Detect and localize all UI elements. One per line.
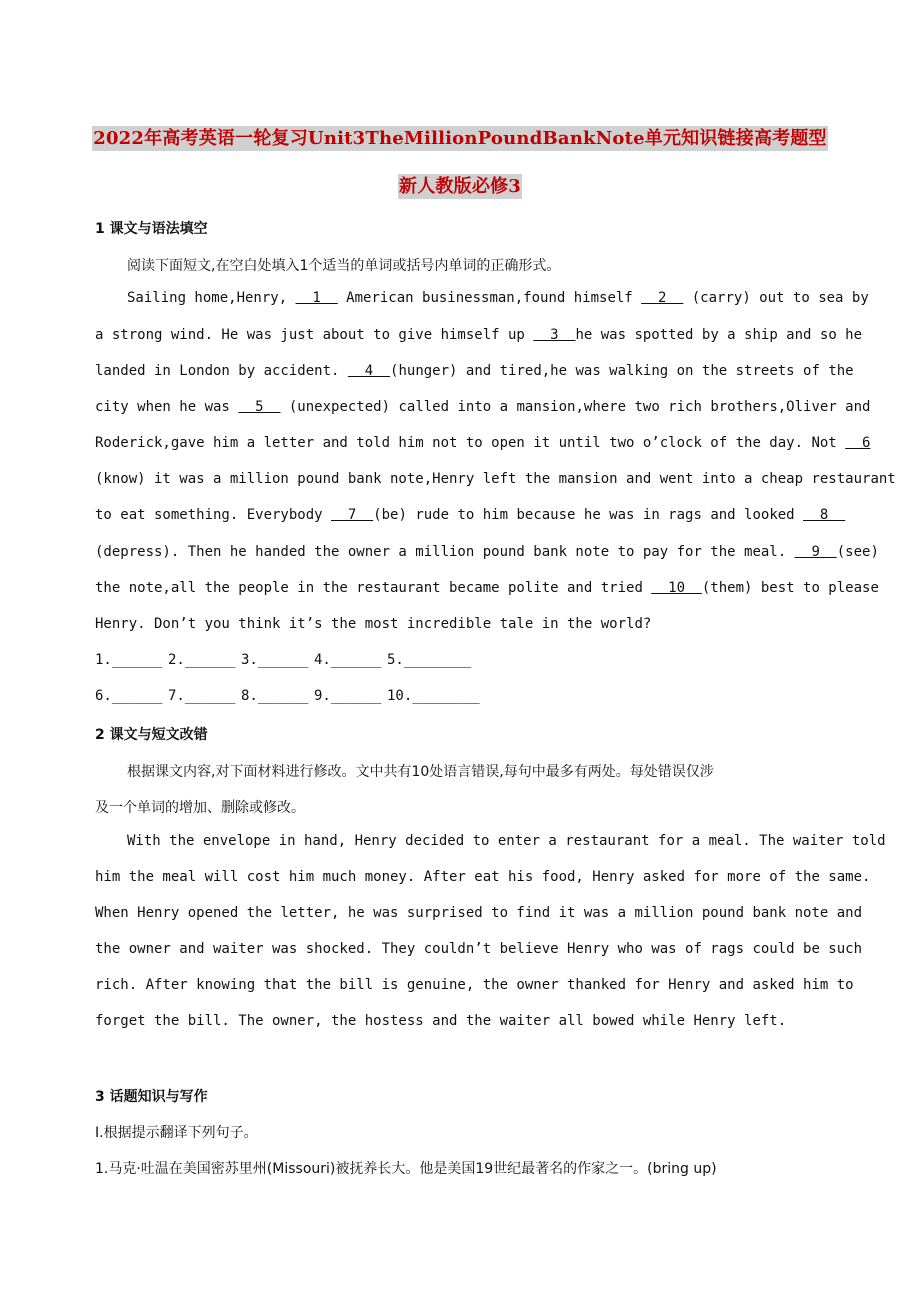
answer-slot-8[interactable]: 8.______ (241, 688, 309, 704)
correction-line-2: him the meal will cost him much money. After eat his food, Henry asked for more of the same. (95, 869, 871, 885)
translation-question-1: 1.马克·吐温在美国密苏里州(Missouri)被抚养长大。他是美国19世纪最著名的作家之一。(bring up) (95, 1161, 717, 1177)
blank-6[interactable]: 6 (845, 435, 871, 451)
answer-slot-1[interactable]: 1.______ (95, 652, 163, 668)
correction-line-5: rich. After knowing that the bill is genuine, the owner thanked for Henry and asked him to (95, 977, 854, 993)
section3-subheading: Ⅰ.根据提示翻译下列句子。 (95, 1125, 258, 1141)
answer-slot-4[interactable]: 4.______ (314, 652, 382, 668)
passage-line-9: the note,all the people in the restaurant became polite and tried 10 (them) best to please (95, 580, 879, 596)
answer-slot-7[interactable]: 7.______ (168, 688, 236, 704)
answer-slot-9[interactable]: 9.______ (314, 688, 382, 704)
title-line-1 (0, 124, 920, 150)
blank-5[interactable]: 5 (238, 399, 281, 415)
passage-line-2: a strong wind. He was just about to give himself up 3 he was spotted by a ship and so he (95, 327, 863, 343)
passage-line-7: to eat something. Everybody 7 (be) rude to him because he was in rags and looked 8 (95, 507, 846, 523)
correction-line-4: the owner and waiter was shocked. They couldn’t believe Henry who was of rags could be such (95, 941, 863, 957)
document-title: 2022年高考英语一轮复习Unit3TheMillionPoundBankNote单元知识链接高考题型 (93, 128, 827, 149)
correction-line-6: forget the bill. The owner, the hostess and the waiter all bowed while Henry left. (95, 1013, 787, 1029)
section2-heading: 2 课文与短文改错 (95, 727, 208, 743)
blank-7[interactable]: 7 (331, 507, 374, 523)
answer-slot-5[interactable]: 5.________ (387, 652, 472, 668)
blank-8[interactable]: 8 (803, 507, 846, 523)
title-line-2 (0, 172, 920, 198)
passage-line-3: landed in London by accident. 4 (hunger) and tired,he was walking on the streets of the (95, 363, 854, 379)
blank-9[interactable]: 9 (794, 544, 837, 560)
document-subtitle: 新人教版必修3 (399, 176, 521, 197)
answer-slot-10[interactable]: 10.________ (387, 688, 480, 704)
correction-line-3: When Henry opened the letter, he was surprised to find it was a million pound bank note and (95, 905, 863, 921)
section1-heading: 1 课文与语法填空 (95, 221, 208, 237)
section2-instruction-2: 及一个单词的增加、删除或修改。 (95, 800, 305, 816)
passage-line-5: Roderick,gave him a letter and told him not to open it until two o’clock of the day. Not 6 (95, 435, 871, 451)
blank-2[interactable]: 2 (641, 290, 684, 306)
answer-slot-2[interactable]: 2.______ (168, 652, 236, 668)
section1-instruction: 阅读下面短文,在空白处填入1个适当的单词或括号内单词的正确形式。 (127, 258, 561, 274)
passage-line-1: Sailing home,Henry, 1 American businessman,found himself 2 (carry) out to sea by (127, 290, 869, 306)
passage-line-6: (know) it was a million pound bank note,Henry left the mansion and went into a cheap restaurant (95, 471, 896, 487)
answer-slot-6[interactable]: 6.______ (95, 688, 163, 704)
passage-line-10: Henry. Don’t you think it’s the most incredible tale in the world? (95, 616, 652, 632)
correction-line-1: With the envelope in hand, Henry decided to enter a restaurant for a meal. The waiter told (127, 833, 886, 849)
blank-4[interactable]: 4 (347, 363, 391, 379)
passage-line-4: city when he was 5 (unexpected) called into a mansion,where two rich brothers,Oliver and (95, 399, 871, 415)
passage-line-8: (depress). Then he handed the owner a million pound bank note to pay for the meal. 9 (see) (95, 544, 879, 560)
blank-3[interactable]: 3 (533, 327, 576, 343)
blank-1[interactable]: 1 (295, 290, 338, 306)
blank-10[interactable]: 10 (651, 580, 702, 596)
answer-slot-3[interactable]: 3.______ (241, 652, 309, 668)
section2-instruction-1: 根据课文内容,对下面材料进行修改。文中共有10处语言错误,每句中最多有两处。每处错误仅涉 (127, 764, 714, 780)
section3-heading: 3 话题知识与写作 (95, 1089, 208, 1105)
